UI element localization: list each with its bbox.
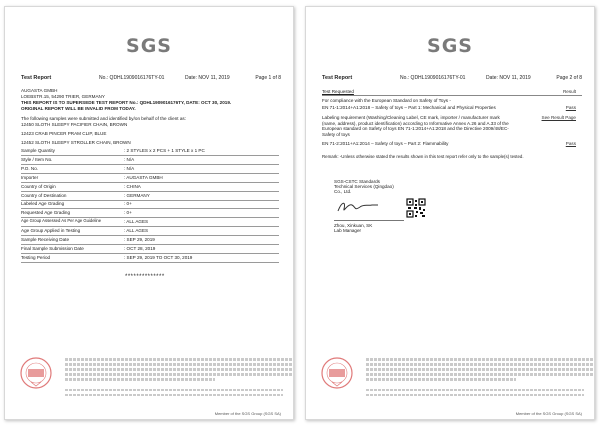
test-table-header	[322, 89, 582, 94]
col-result: Result	[562, 89, 576, 94]
row-divider	[21, 173, 279, 174]
report-number: No.: QDHL1909016176TY-01	[400, 75, 466, 81]
signatory-company: SGS-CSTC Standards	[334, 179, 380, 184]
applicant-address: LOEBSTR.15, 54290 TRIER, GERMANY	[21, 94, 105, 99]
info-value: : 0+	[124, 210, 132, 216]
info-value: : SEP 29, 2019	[124, 237, 155, 242]
info-row	[21, 193, 279, 201]
fine-print	[366, 373, 594, 376]
fine-print	[65, 363, 293, 366]
signature-line	[334, 220, 404, 221]
info-label: Requested Age Grading	[21, 210, 71, 216]
info-row	[21, 237, 279, 245]
page-number: Page 1 of 8	[255, 75, 281, 81]
info-row	[21, 219, 279, 227]
row-divider	[21, 253, 279, 254]
row-divider	[21, 155, 279, 156]
test-result: See Result Page	[541, 115, 576, 120]
info-label: Age Group Applied in Testing	[21, 228, 81, 234]
row-divider	[21, 208, 279, 209]
report-date: Date: NOV 11, 2019	[486, 75, 531, 81]
applicant-name: AUGASTA GMBH	[21, 88, 58, 93]
accreditation-seal-icon	[320, 356, 354, 390]
info-label: Country of Origin	[21, 183, 56, 189]
remark-text: Remark: -Unless otherwise stated the results shown in this test report refer only to the sample(s) tested.	[322, 154, 524, 159]
info-row	[21, 148, 279, 156]
fine-print	[65, 373, 293, 376]
supersede-notice: THIS REPORT IS TO SUPERSEDE TEST REPORT No.: QDHL1909016176TY, DATE: OCT 30, 2019.	[21, 100, 232, 105]
qr-code-icon	[406, 198, 426, 218]
info-row	[21, 246, 279, 254]
row-divider	[21, 262, 279, 263]
header-divider	[322, 95, 582, 96]
info-row	[21, 255, 279, 263]
info-value: : GERMANY	[124, 192, 150, 198]
row-divider	[21, 182, 279, 183]
info-value: : OCT 28, 2019	[124, 245, 156, 251]
page-header	[322, 75, 582, 84]
info-value: : SEP 29, 2019 TO OCT 30, 2019	[124, 254, 193, 260]
invalid-notice: ORIGINAL REPORT WILL BE INVALID FROM TODAY.	[21, 106, 136, 111]
fine-print	[366, 378, 516, 381]
sgs-logo: SGS	[427, 35, 473, 57]
sgs-logo: SGS	[126, 35, 172, 57]
info-value: : ALL AGES	[124, 228, 149, 234]
info-value: : ALL AGES	[124, 219, 149, 225]
sgs-member-text: Member of the SGS Group (SGS SA)	[214, 411, 281, 416]
report-date: Date: NOV 11, 2019	[185, 75, 230, 81]
info-label: Age Group Assessed As Per Age Guideline	[21, 218, 102, 224]
col-test-requested: Test Requested	[322, 89, 354, 94]
fine-print	[366, 358, 594, 361]
info-value: : AUGASTA GMBH	[124, 174, 163, 180]
test-result: Pass	[565, 105, 576, 110]
fine-print	[366, 368, 594, 371]
info-label: Testing Period	[21, 254, 51, 260]
fine-print	[65, 358, 293, 361]
fine-print	[65, 378, 215, 381]
report-title: Test Report	[21, 75, 52, 81]
info-row	[21, 228, 279, 236]
info-value: : N/A	[124, 156, 135, 162]
report-title: Test Report	[322, 75, 353, 81]
signature-icon	[334, 197, 394, 217]
info-label: Sample Receiving Date	[21, 237, 70, 242]
row-divider	[21, 235, 279, 236]
info-value: : 2 STYLES x 2 PCS + 1 STYLE x 1 PC	[124, 148, 205, 153]
row-divider	[21, 244, 279, 245]
address-line	[366, 389, 584, 391]
info-value: : 0+	[124, 201, 132, 207]
info-label: Style / Item No.	[21, 156, 53, 162]
report-page-2: SGS Test Report No.: QDHL1909016176TY-01 Date: NOV 11, 2019 Page 2 of 8 Test Requested Result For compliance with the European Standard on Safety of Toys - EN 71-1:2014+A1:2018 – Safety of toys – Part 1: Mechanical and Physical Properties Pass Labeling requirement (Washing/Cleaning Label, CE mark, importer / manufacturer mark (name, address), product identification) according to Informative Annex A.26 and A.33 of the European standard on Safety of toys EN 71-1:2014+A1:2018 and the Directive 2009/48/EC-Safety of toys See Result Page EN 71-2:2011+A1:2014 – Safety of toys – Part 2: Flammability Pass Remark: -Unless otherwise stated the results shown in this test report refer only to the sample(s) tested. SGS-CSTC Standards Technical Services (Qingdao) Co., Ltd. Zhou, Xinkuan, SK Lab Manager Member of the SGS Group (SGS SA)	[305, 6, 595, 420]
address-line	[65, 389, 283, 391]
row-divider	[21, 200, 279, 201]
address-line	[366, 394, 584, 396]
sample-item: 12423 CRAB PINCER PRAM CLIP, BLUE	[21, 131, 107, 136]
info-row	[21, 157, 279, 165]
compliance-intro: For compliance with the European Standard on Safety of Toys -	[322, 98, 451, 103]
info-row	[21, 175, 279, 183]
info-row	[21, 184, 279, 192]
signatory-company: Co., Ltd.	[334, 189, 352, 194]
info-row	[21, 201, 279, 209]
row-divider	[21, 164, 279, 165]
sample-item: 12452 SLOTH SLEEPY STROLLER CHAIN, BROWN	[21, 140, 131, 145]
info-row	[21, 166, 279, 174]
test-result: Pass	[565, 141, 576, 146]
report-number: No.: QDHL1909016176TY-01	[99, 75, 165, 81]
info-label: Labeled Age Grading	[21, 201, 65, 207]
info-label: Importer	[21, 174, 39, 180]
sgs-member-text: Member of the SGS Group (SGS SA)	[515, 411, 582, 416]
end-stars: **************	[125, 274, 165, 280]
sample-item: 12450 SLOTH SLEEPY PACIFIER CHAIN, BROWN	[21, 122, 128, 127]
row-divider	[21, 226, 279, 227]
info-row	[21, 210, 279, 218]
info-label: Sample Quantity	[21, 148, 55, 153]
sample-intro: The following samples were submitted and identified by/on behalf of the client as:	[21, 116, 186, 121]
page-number: Page 2 of 8	[556, 75, 582, 81]
signatory-company: Technical Services (Qingdao)	[334, 184, 394, 189]
signer-name: Zhou, Xinkuan, SK	[334, 223, 373, 228]
info-value: : CHINA	[124, 183, 141, 189]
signer-title: Lab Manager	[334, 228, 362, 233]
info-label: Country of Destination	[21, 192, 67, 198]
address-line	[65, 394, 283, 396]
accreditation-seal-icon	[19, 356, 53, 390]
info-label: P.O. No.	[21, 165, 39, 171]
info-value: : N/A	[124, 165, 135, 171]
page-header	[21, 75, 281, 84]
fine-print	[366, 363, 594, 366]
info-label: Final Sample Submission Date	[21, 245, 84, 251]
fine-print	[65, 368, 293, 371]
report-page-1	[4, 6, 294, 420]
row-divider	[21, 191, 279, 192]
